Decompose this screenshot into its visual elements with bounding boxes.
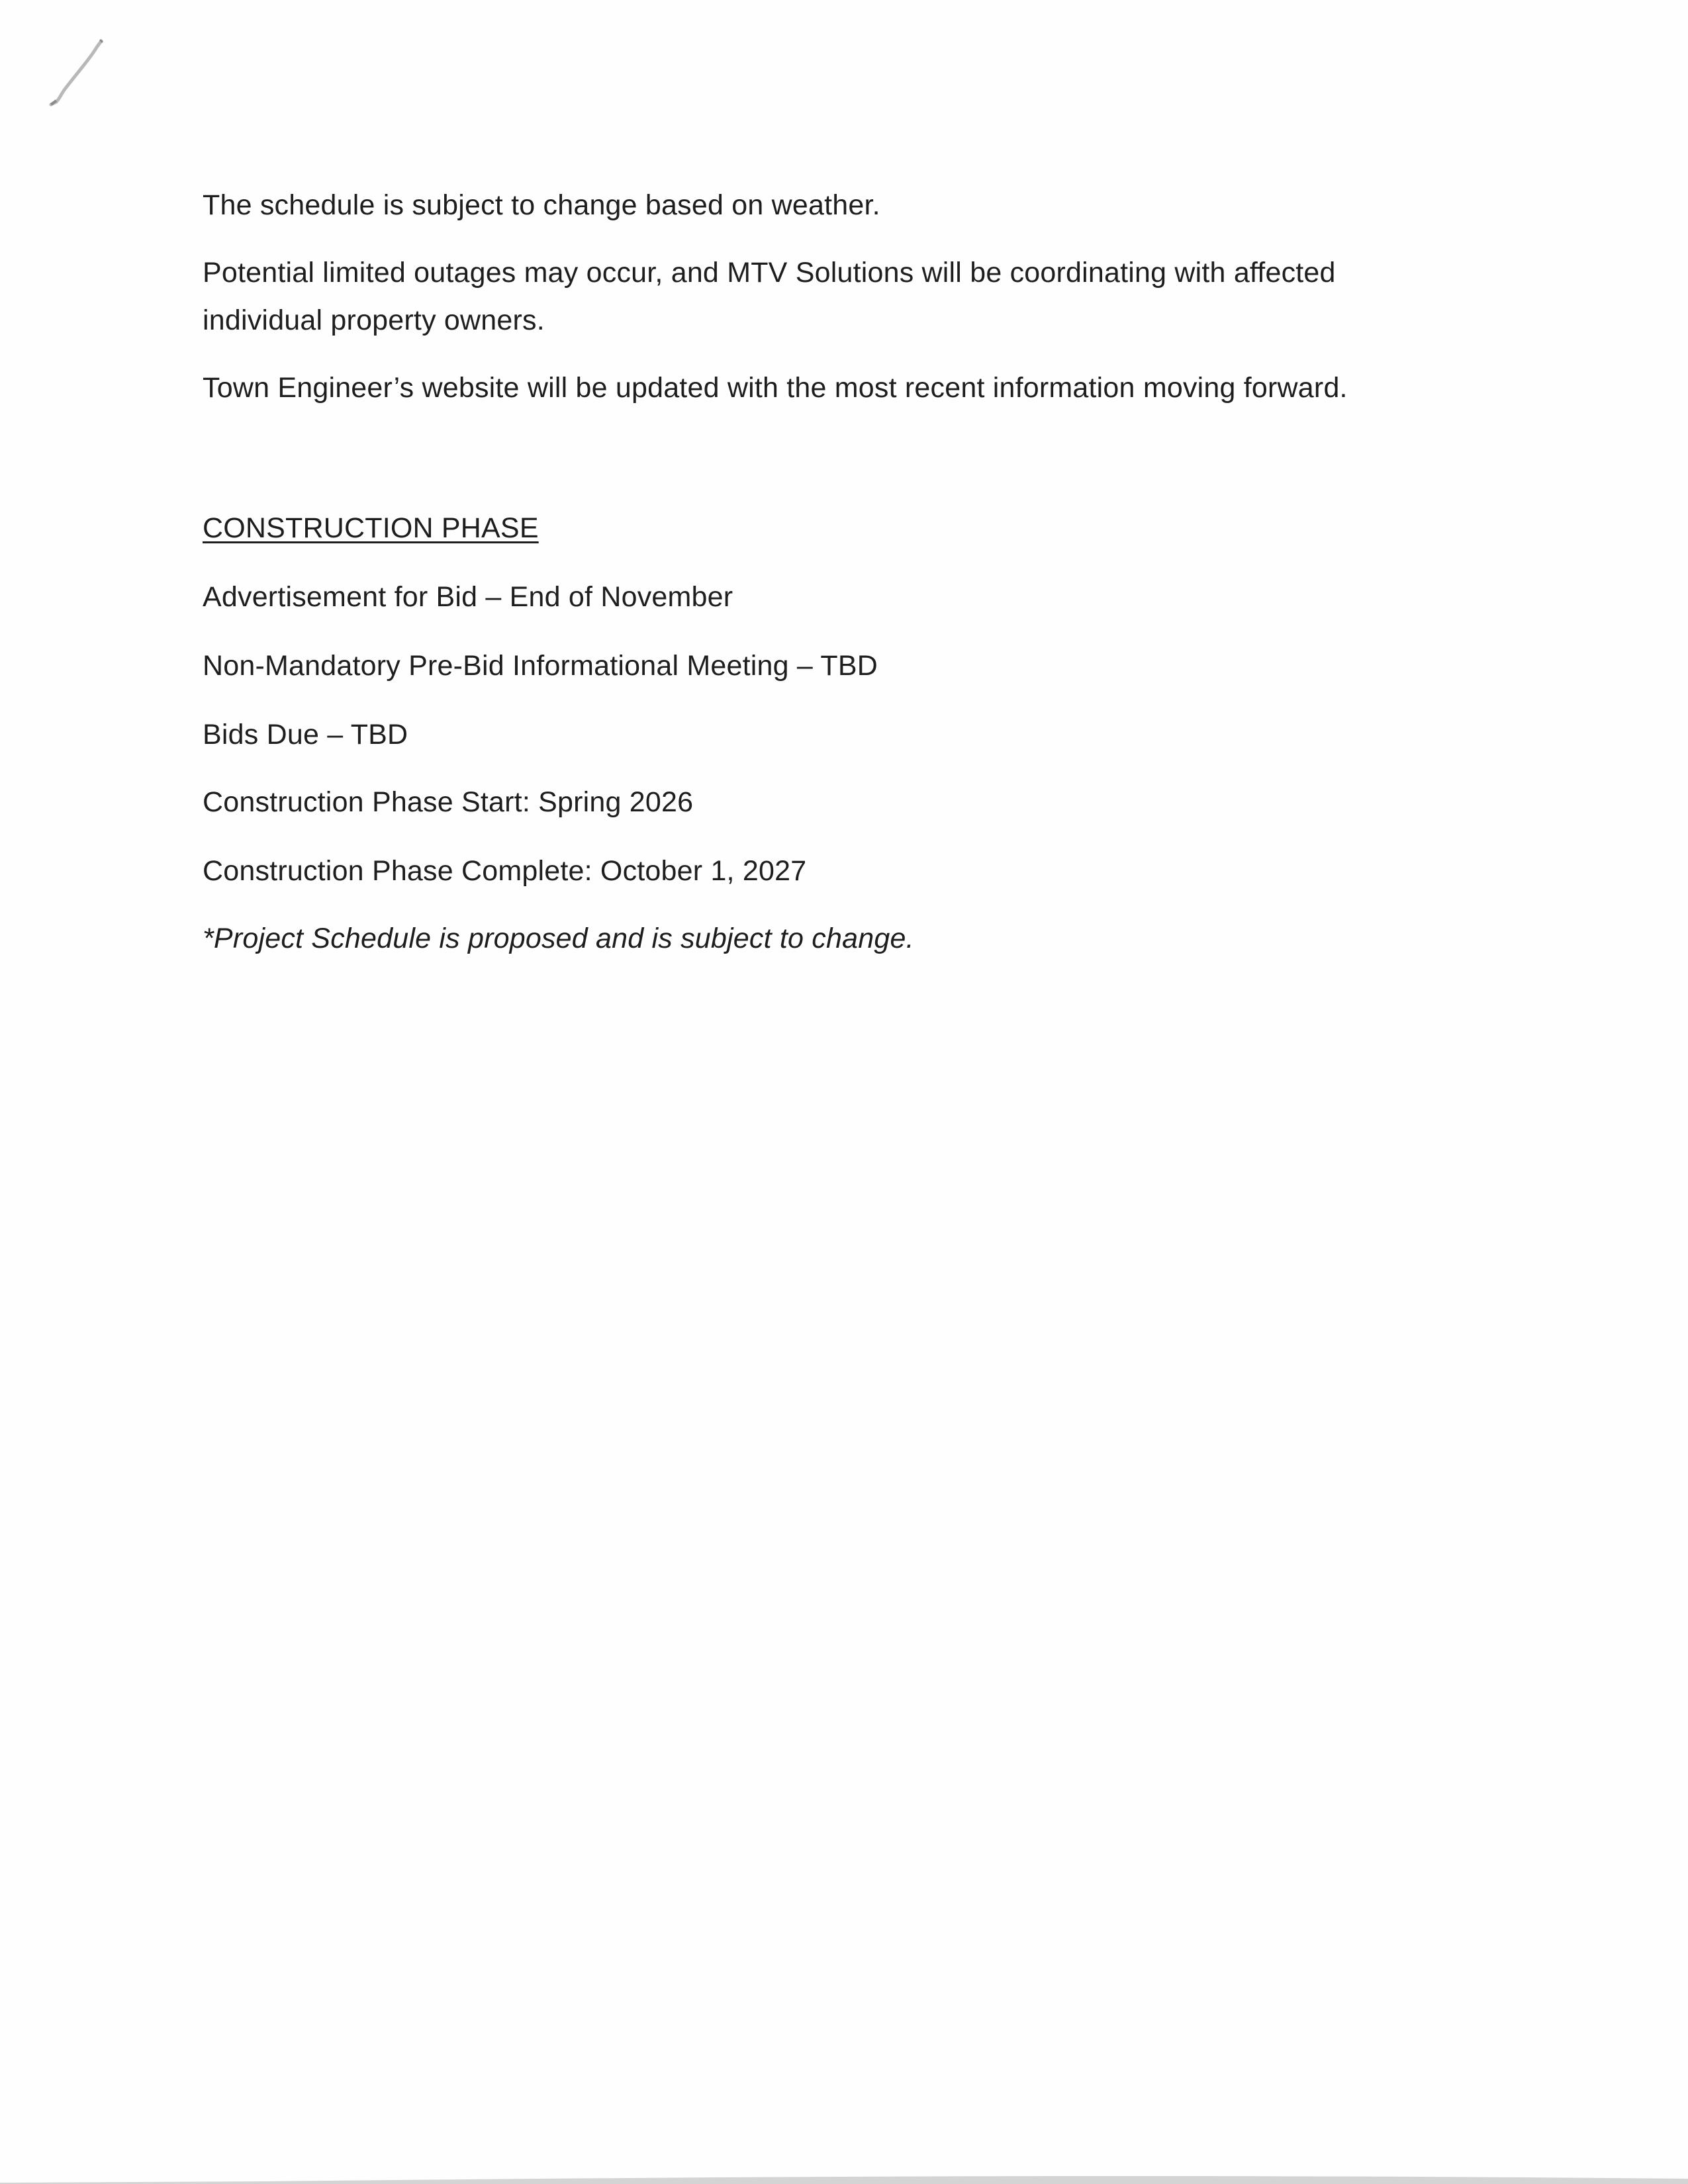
schedule-item-prebid-meeting: Non-Mandatory Pre-Bid Informational Meeting – TBD [203, 650, 878, 682]
outage-notice-line-2: individual property owners. [203, 304, 545, 336]
schedule-item-advertisement: Advertisement for Bid – End of November [203, 581, 733, 613]
schedule-footnote: *Project Schedule is proposed and is subject to change. [203, 923, 914, 954]
outage-notice-line-1: Potential limited outages may occur, and MTV Solutions will be coordinating with affected [203, 257, 1336, 289]
pen-stroke-mark-icon [36, 33, 109, 113]
schedule-item-construction-complete: Construction Phase Complete: October 1, 2027 [203, 855, 807, 887]
schedule-item-construction-start: Construction Phase Start: Spring 2026 [203, 786, 694, 818]
schedule-item-bids-due: Bids Due – TBD [203, 719, 408, 751]
weather-notice: The schedule is subject to change based on weather. [203, 189, 880, 221]
construction-phase-heading: CONSTRUCTION PHASE [203, 512, 539, 544]
website-update-notice: Town Engineer’s website will be updated with the most recent information moving forward. [203, 372, 1348, 404]
scan-bottom-edge-shadow [0, 2172, 1688, 2184]
